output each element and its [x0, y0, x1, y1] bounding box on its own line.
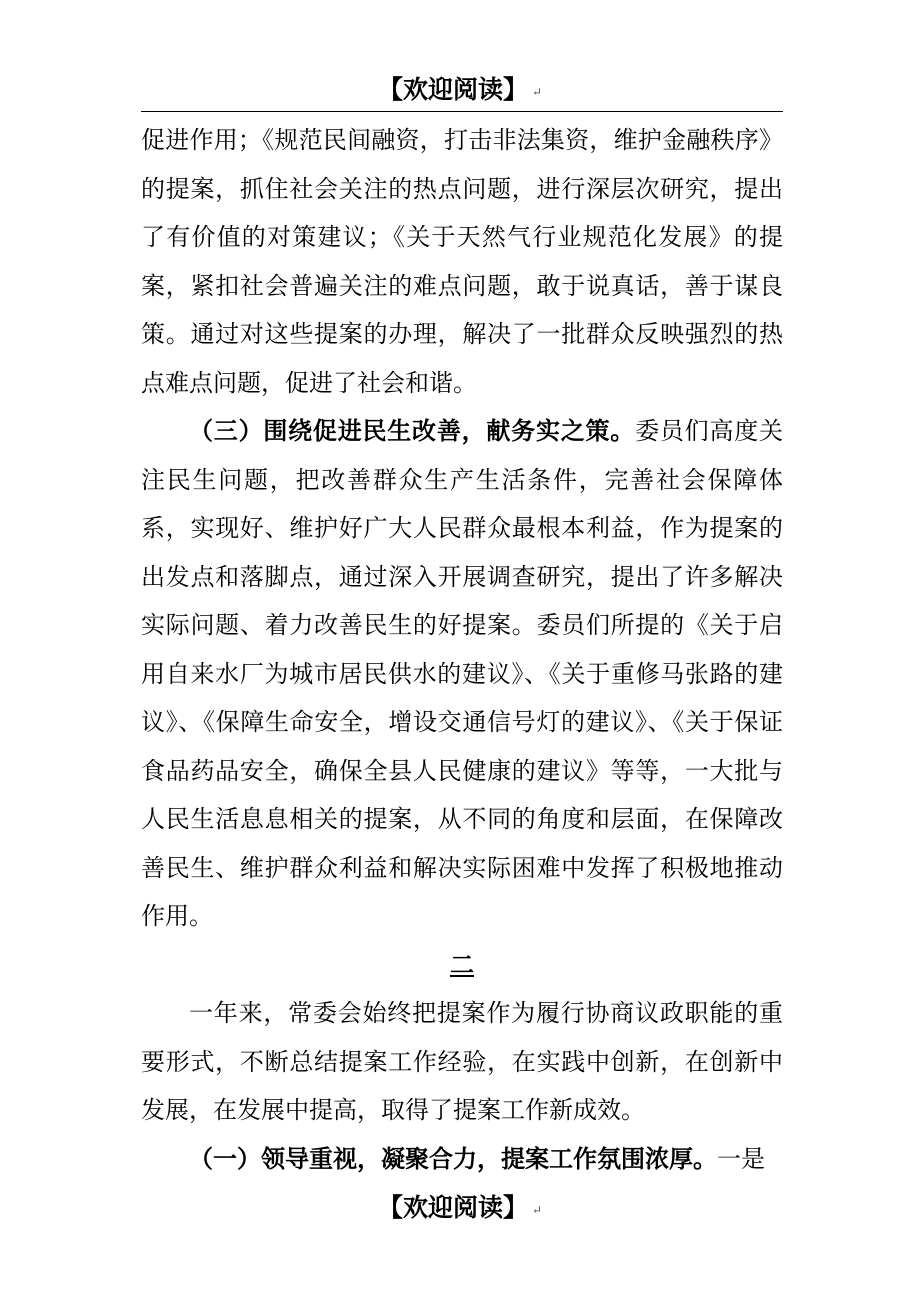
document-body — [141, 116, 783, 1183]
footer-title: 【欢迎阅读】 — [377, 1193, 528, 1222]
paragraph-mark-icon: ↵ — [531, 84, 543, 99]
paragraph-2-heading: （三）围绕促进民生改善，献务实之策。 — [189, 416, 636, 445]
paragraph-3: 一年来，常委会始终把提案作为履行协商议政职能的重要形式，不断总结提案工作经验，在实践中创新，在创新中发展，在发展中提高，取得了提案工作新成效。 — [141, 999, 783, 1124]
header-title: 【欢迎阅读】 — [377, 75, 528, 104]
paragraph-4 — [141, 1135, 783, 1184]
page-header — [0, 70, 920, 112]
header-divider — [141, 111, 783, 112]
paragraph-2-text: 委员们高度关注民生问题，把改善群众生产生活条件，完善社会保障体系，实现好、维护好广大人民群众最根本利益，作为提案的出发点和落脚点，通过深入开展调查研究，提出了许多解决实际问题、着力改善民生的好提案。委员们所提的《关于启用自来水厂为城市居民供水的建议》、《关于重修马张路的建议》、《保障生命安全，增设交通信号灯的建议》、《关于保证食品药品安全，确保全县人民健康的建议》等等，一大批与人民生活息息相关的提案，从不同的角度和层面，在保障改善民生、维护群众利益和解决实际困难中发挥了积极地推动作用。 — [141, 417, 784, 930]
paragraph-2 — [141, 407, 783, 941]
paragraph-1: 促进作用；《规范民间融资，打击非法集资，维护金融秩序》的提案，抓住社会关注的热点问题，进行深层次研究，提出了有价值的对策建议；《关于天然气行业规范化发展》的提案，紧扣社会普遍关注的难点问题，敢于说真话，善于谋良策。通过对这些提案的办理，解决了一批群众反映强烈的热点难点问题，促进了社会和谐。 — [141, 126, 783, 397]
paragraph-mark-icon: ↵ — [531, 1202, 543, 1217]
page-footer — [0, 1188, 920, 1230]
paragraph-4-heading: （一）领导重视，凝聚合力，提案工作氛围浓厚。 — [189, 1143, 717, 1173]
section-number: 二 — [450, 949, 474, 979]
paragraph-4-text: 一是 — [717, 1144, 765, 1173]
